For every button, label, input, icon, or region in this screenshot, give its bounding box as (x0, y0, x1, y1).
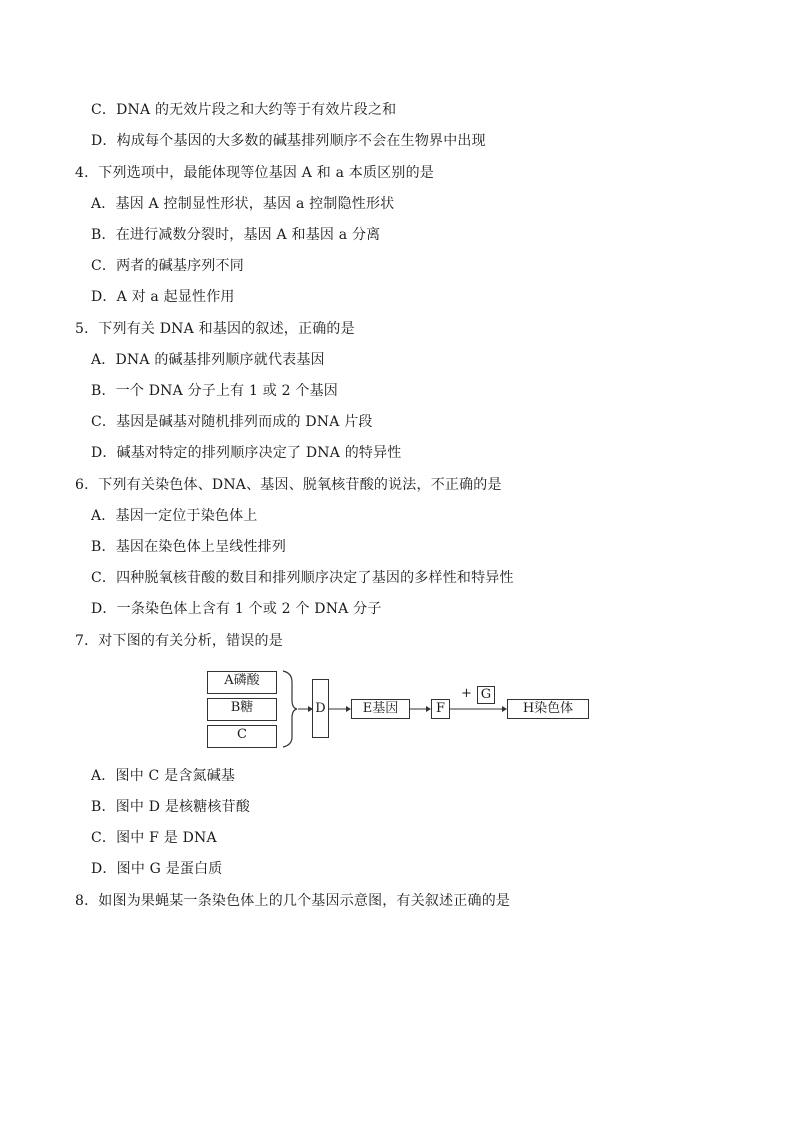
q5-option-a: A．DNA 的碱基排列顺序就代表基因 (91, 352, 325, 368)
q6-option-d: D．一条染色体上含有 1 个或 2 个 DNA 分子 (91, 601, 382, 617)
box-b-sugar: B糖 (207, 698, 277, 721)
q3-option-c: C．DNA 的无效片段之和大约等于有效片段之和 (91, 102, 397, 118)
q5-option-d: D．碱基对特定的排列顺序决定了 DNA 的特异性 (91, 445, 402, 461)
question-7: 7．对下图的有关分析，错误的是 (75, 633, 283, 649)
question-6: 6．下列有关染色体、DNA、基因、脱氧核苷酸的说法，不正确的是 (75, 477, 502, 493)
q6-option-a: A．基因一定位于染色体上 (91, 508, 258, 524)
q4-option-a: A．基因 A 控制显性形状，基因 a 控制隐性形状 (91, 196, 395, 212)
q7-option-a: A．图中 C 是含氮碱基 (91, 768, 236, 784)
q5-option-b: B．一个 DNA 分子上有 1 或 2 个基因 (91, 383, 338, 399)
box-e-gene: E基因 (351, 699, 410, 719)
q7-option-b: B．图中 D 是核糖核苷酸 (91, 799, 251, 815)
plus-sign: + (461, 686, 472, 701)
box-c: C (207, 725, 277, 748)
box-d: D (312, 679, 329, 738)
q4-option-b: B．在进行减数分裂时，基因 A 和基因 a 分离 (91, 227, 381, 243)
q3-option-d: D．构成每个基因的大多数的碱基排列顺序不会在生物界中出现 (91, 133, 486, 149)
box-f: F (431, 699, 450, 719)
question-4: 4．下列选项中，最能体现等位基因 A 和 a 本质区别的是 (75, 165, 434, 181)
box-h-chromosome: H染色体 (507, 699, 589, 719)
box-g: G (477, 686, 495, 704)
q6-option-b: B．基因在染色体上呈线性排列 (91, 539, 287, 555)
q4-option-c: C．两者的碱基序列不同 (91, 258, 244, 274)
question-5: 5．下列有关 DNA 和基因的叙述，正确的是 (75, 321, 355, 337)
q7-option-c: C．图中 F 是 DNA (91, 830, 217, 846)
q6-option-c: C．四种脱氧核苷酸的数目和排列顺序决定了基因的多样性和特异性 (91, 570, 514, 586)
q7-option-d: D．图中 G 是蛋白质 (91, 861, 223, 877)
brace-shape (283, 671, 297, 747)
question-8: 8．如图为果蝇某一条染色体上的几个基因示意图，有关叙述正确的是 (75, 893, 511, 909)
q5-option-c: C．基因是碱基对随机排列而成的 DNA 片段 (91, 414, 373, 430)
q4-option-d: D．A 对 a 起显性作用 (91, 289, 235, 305)
box-a-phosphate: A磷酸 (207, 671, 277, 694)
